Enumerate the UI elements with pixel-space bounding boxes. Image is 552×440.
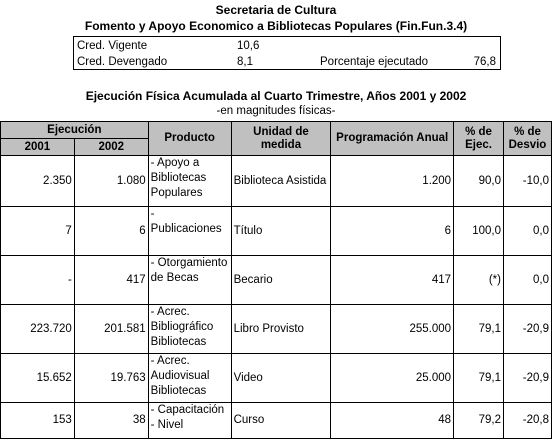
cell-producto: - Apoyo a Bibliotecas Populares [148,156,231,207]
header-programacion: Programación Anual [331,122,454,156]
header-ejecucion: Ejecución [1,122,149,139]
header-2002: 2002 [74,139,148,156]
cell-programacion: 1.200 [331,156,454,207]
section-title: Ejecución Física Acumulada al Cuarto Trimestre, Años 2001 y 2002 [85,89,467,103]
cred-devengado-value: 8,1 [237,56,253,68]
summary-row-vigente [74,38,500,54]
cell-2001: 2.350 [1,156,75,207]
table-row [1,156,552,207]
summary-row-devengado [74,54,500,70]
execution-table [0,121,552,439]
cell-2001: 15.652 [1,354,75,403]
cell-programacion: 417 [331,256,454,305]
header-producto: Producto [148,122,231,156]
cell-pct-ejec: 79,1 [454,305,504,354]
cell-producto: - Acrec. Audiovisual Bibliotecas [148,354,231,403]
cell-unidad: Becario [231,256,331,305]
cell-2002: 1.080 [74,156,148,207]
document-subtitle: Fomento y Apoyo Economico a Bibliotecas Populares (Fin.Fun.3.4) [84,19,468,33]
cell-pct-desvio: -10,0 [503,156,551,207]
cell-2001: - [1,256,75,305]
cell-pct-desvio: 0,0 [503,256,551,305]
cell-programacion: 48 [331,403,454,439]
cell-2001: 153 [1,403,75,439]
cell-pct-ejec: (*) [454,256,504,305]
cell-unidad: Biblioteca Asistida [231,156,331,207]
table-row [1,256,552,305]
header-2001: 2001 [1,139,75,156]
cell-2002: 6 [74,207,148,256]
cell-2002: 19.763 [74,354,148,403]
cell-unidad: Título [231,207,331,256]
section-subtitle: -en magnitudes físicas- [216,105,336,117]
cell-pct-ejec: 79,2 [454,403,504,439]
table-row [1,207,552,256]
cell-unidad: Libro Provisto [231,305,331,354]
table-row [1,403,552,439]
cell-pct-desvio: 0,0 [503,207,551,256]
porcentaje-value: 76,8 [473,56,496,68]
cell-pct-ejec: 100,0 [454,207,504,256]
header-unidad: Unidad de medida [231,122,331,156]
table-row [1,354,552,403]
cell-producto: - Otorgamiento de Becas [148,256,231,305]
porcentaje-label: Porcentaje ejecutado [320,56,429,68]
credit-summary-box [73,36,501,70]
cell-unidad: Video [231,354,331,403]
cred-vigente-label: Cred. Vigente [77,40,148,52]
cell-programacion: 25.000 [331,354,454,403]
cell-pct-desvio: -20,9 [503,305,551,354]
table-row [1,305,552,354]
cell-pct-desvio: -20,8 [503,403,551,439]
cell-2001: 7 [1,207,75,256]
header-pct-desvio: % de Desvio [503,122,551,156]
cell-2001: 223.720 [1,305,75,354]
cell-producto: - Capacitación - Nivel [148,403,231,439]
cred-devengado-label: Cred. Devengado [77,56,168,68]
cell-2002: 417 [74,256,148,305]
cred-vigente-value: 10,6 [237,40,260,52]
cell-programacion: 255.000 [331,305,454,354]
cell-producto: - Acrec. Bibliográfico Bibliotecas [148,305,231,354]
cell-pct-ejec: 79,1 [454,354,504,403]
header-pct-ejec: % de Ejec. [454,122,504,156]
cell-programacion: 6 [331,207,454,256]
cell-2002: 38 [74,403,148,439]
cell-2002: 201.581 [74,305,148,354]
cell-producto: - Publicaciones [148,207,231,256]
document-title: Secretaria de Cultura [215,3,337,17]
cell-pct-ejec: 90,0 [454,156,504,207]
cell-unidad: Curso [231,403,331,439]
cell-pct-desvio: -20,9 [503,354,551,403]
